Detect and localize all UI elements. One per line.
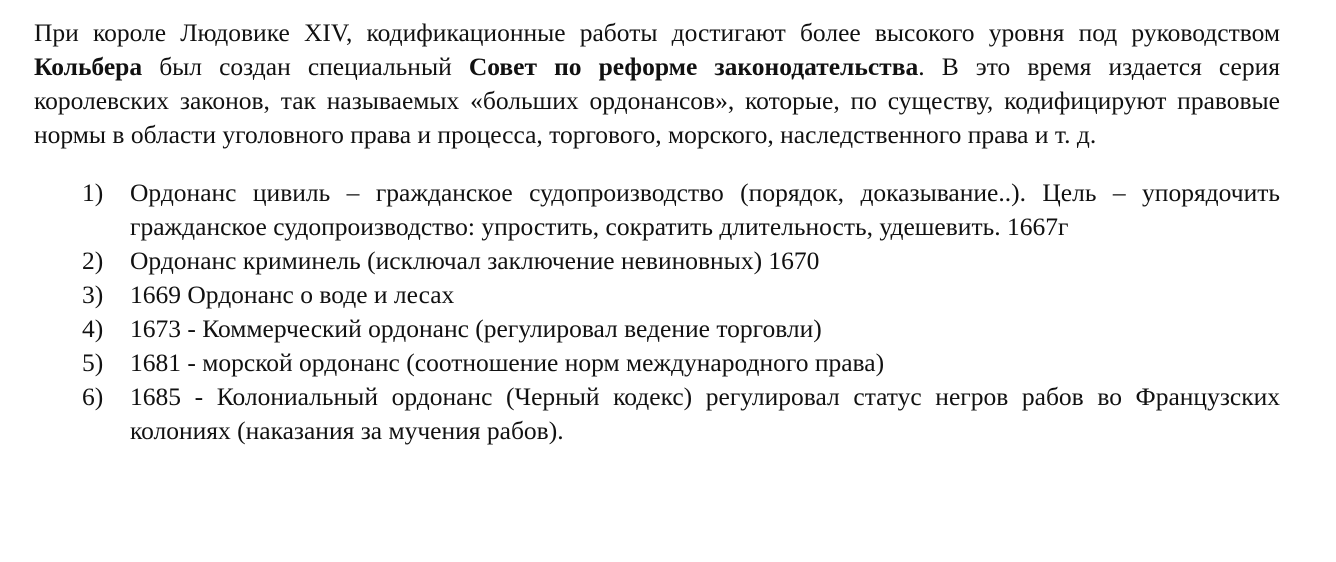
- intro-text-3: . В это время издается серия королевских законов, так называемых «больших ордонансов», которые, по существу, кодифицируют правовые нормы в области уголовного права и процесса, торгового, морского, наследственного права и т. д.: [34, 52, 1281, 149]
- list-item: [82, 176, 1280, 244]
- list-item-text: 1685 - Колониальный ордонанс (Черный кодекс) регулировал статус негров рабов во Французских колониях (наказания за мучения рабов).: [130, 382, 1280, 445]
- ordonnance-list: [34, 176, 1280, 448]
- list-item-text: 1681 - морской ордонанс (соотношение норм международного права): [130, 348, 885, 377]
- intro-paragraph: [34, 16, 1280, 152]
- list-item-text: Ордонанс цивиль – гражданское судопроизводство (порядок, доказывание..). Цель – упорядочить гражданское судопроизводство: упростить, сократить длительность, удешевить. 1667г: [130, 178, 1280, 241]
- list-item-text: Ордонанс криминель (исключал заключение невиновных) 1670: [130, 246, 820, 275]
- intro-bold-council: Совет по реформе законодательства: [468, 52, 919, 81]
- list-item: [82, 312, 1280, 346]
- list-item-text: 1673 - Коммерческий ордонанс (регулировал ведение торговли): [130, 314, 822, 343]
- list-item-number: 2): [82, 246, 104, 275]
- list-item-number: 3): [82, 280, 104, 309]
- list-item: [82, 244, 1280, 278]
- intro-text-2: был создан специальный: [142, 52, 469, 81]
- list-item-number: 1): [82, 178, 104, 207]
- list-item: [82, 346, 1280, 380]
- list-item-number: 4): [82, 314, 104, 343]
- intro-bold-kolber: Кольбера: [34, 52, 143, 81]
- list-item: [82, 278, 1280, 312]
- intro-text-1: При короле Людовике XIV, кодификационные работы достигают более высокого уровня под руководством: [34, 18, 1280, 47]
- list-item-number: 5): [82, 348, 104, 377]
- list-item-text: 1669 Ордонанс о воде и лесах: [130, 280, 455, 309]
- list-item-number: 6): [82, 382, 104, 411]
- list-item: [82, 380, 1280, 448]
